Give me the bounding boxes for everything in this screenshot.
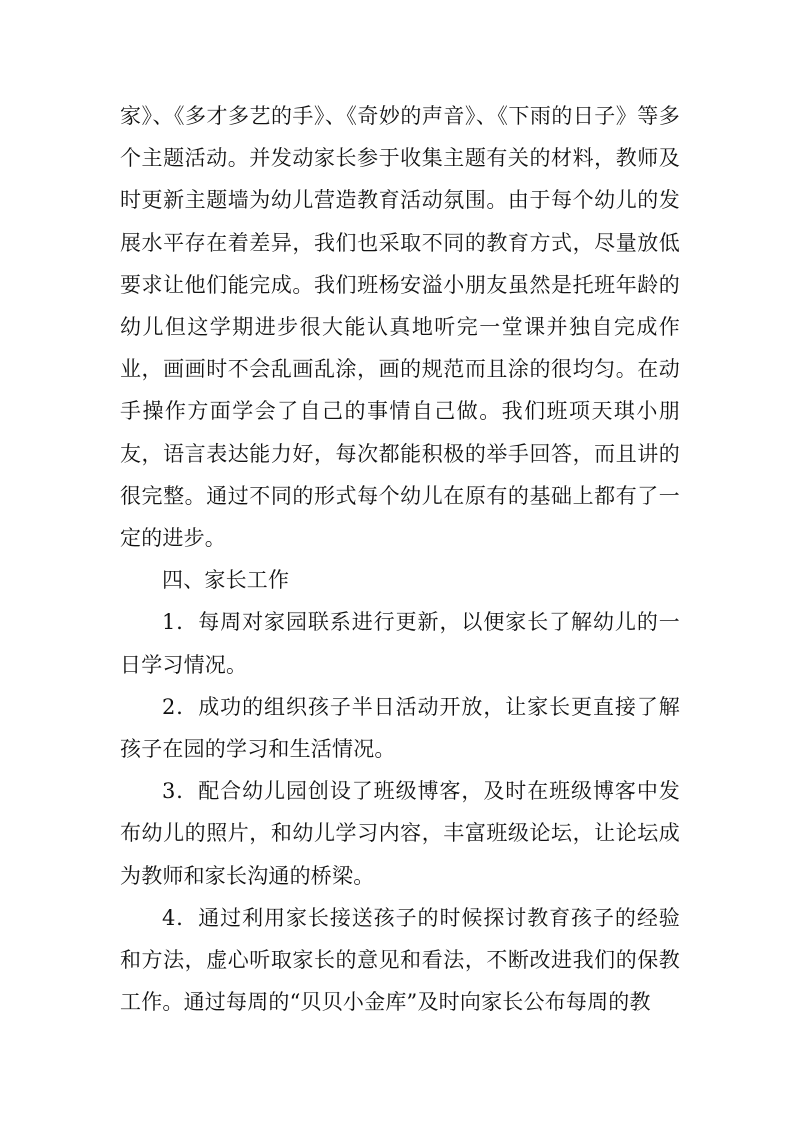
list-item: 3．配合幼儿园创设了班级博客，及时在班级博客中发布幼儿的照片，和幼儿学习内容，丰富班级论坛，让论坛成为教师和家长沟通的桥梁。 [120, 779, 680, 888]
list-item: 4．通过利用家长接送孩子的时候探讨教育孩子的经验和方法，虚心听取家长的意见和看法，不断改进我们的保教工作。通过每周的“贝贝小金库”及时向家长公布每周的教 [120, 905, 680, 1015]
section-heading: 四、家长工作 [162, 568, 290, 593]
document-body [120, 95, 680, 1023]
body-paragraph-continuation: 家》、《多才多艺的手》、《奇妙的声音》、《下雨的日子》等多个主题活动。并发动家长参于收集主题有关的材料，教师及时更新主题墙为幼儿营造教育活动氛围。由于每个幼儿的发展水平存在着差异，我们也采取不同的教育方式，尽量放低要求让他们能完成。我们班杨安溢小朋友虽然是托班年龄的幼儿但这学期进步很大能认真地听完一堂课并独自完成作业，画画时不会乱画乱涂，画的规范而且涂的很均匀。在动手操作方面学会了自己的事情自己做。我们班项天琪小朋友，语言表达能力好，每次都能积极的举手回答，而且讲的很完整。通过不同的形式每个幼儿在原有的基础上都有了一定的进步。 [120, 104, 680, 551]
list-item: 2．成功的组织孩子半日活动开放，让家长更直接了解孩子在园的学习和生活情况。 [120, 694, 680, 762]
list-item: 1．每周对家园联系进行更新，以便家长了解幼儿的一日学习情况。 [120, 610, 680, 677]
